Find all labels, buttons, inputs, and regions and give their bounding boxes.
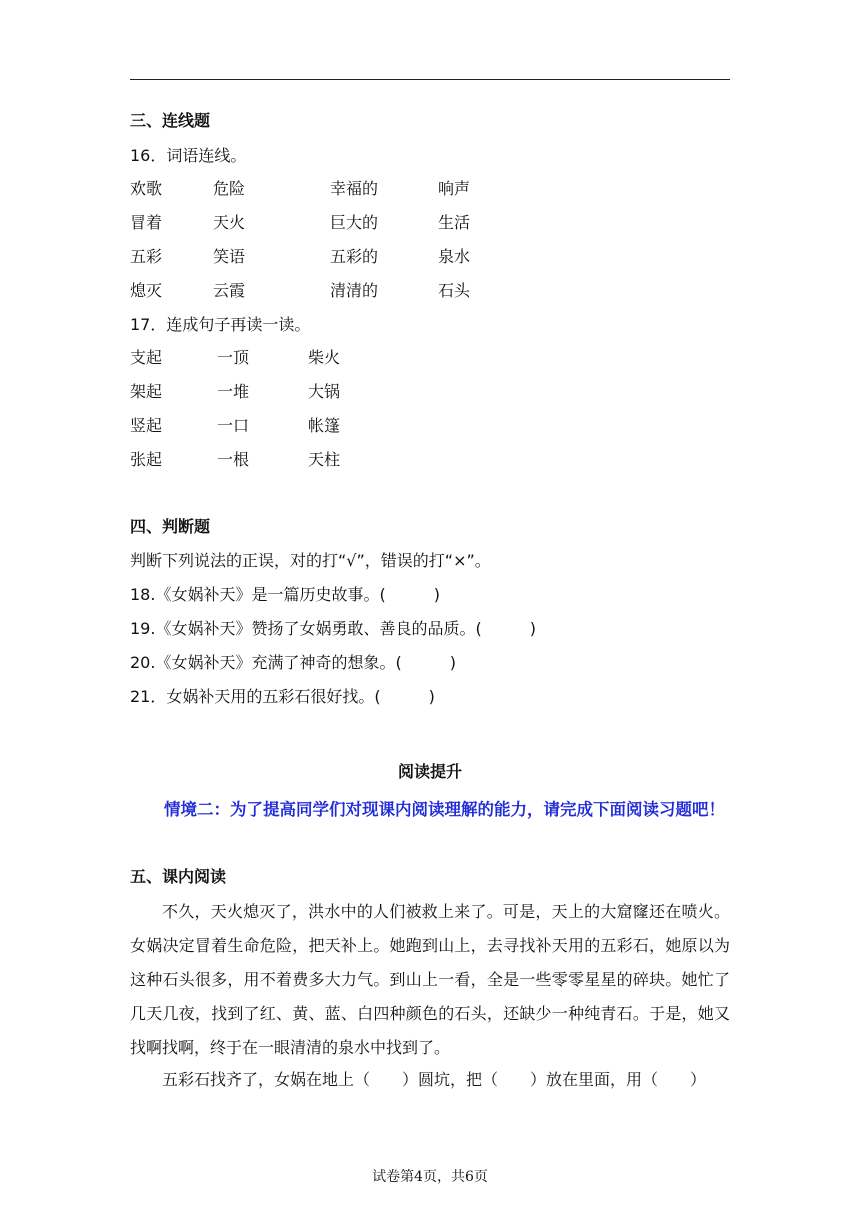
q17-cell: 柴火 bbox=[308, 348, 341, 367]
q16-cell: 五彩 bbox=[130, 247, 163, 266]
q16-cell: 冒着 bbox=[130, 213, 163, 232]
scenario-text: 情境二：为了提高同学们对现课内阅读理解的能力，请完成下面阅读习题吧！ bbox=[164, 800, 725, 819]
q16-cell: 响声 bbox=[438, 179, 471, 198]
judgement-item-20: 20.《女娲补天》充满了神奇的想象。( ) bbox=[130, 653, 456, 672]
q17-cell: 帐篷 bbox=[308, 416, 341, 435]
q16-cell: 巨大的 bbox=[330, 213, 379, 232]
q17-cell: 一堆 bbox=[217, 382, 250, 401]
q16-cell: 熄灭 bbox=[130, 281, 163, 300]
q16-cell: 清清的 bbox=[330, 281, 379, 300]
reading-paragraph-1: 不久，天火熄灭了，洪水中的人们被救上来了。可是，天上的大窟窿还在喷火。女娲决定冒着生命危险，把天补上。她跑到山上，去寻找补天用的五彩石，她原以为这种石头很多，用不着费多大力气。到山上一看，全是一些零零星星的碎块。她忙了几天几夜，找到了红、黄、蓝、白四种颜色的石头，还缺少一种纯青石。于是，她又找啊找啊，终于在一眼清清的泉水中找到了。 bbox=[130, 902, 730, 1057]
q17-cell: 竖起 bbox=[130, 416, 163, 435]
question-16-label: 16．词语连线。 bbox=[130, 146, 247, 165]
q16-cell: 天火 bbox=[213, 213, 246, 232]
header-rule bbox=[130, 79, 730, 80]
q16-cell: 幸福的 bbox=[330, 179, 379, 198]
judgement-item-21: 21．女娲补天用的五彩石很好找。( ) bbox=[130, 687, 435, 706]
q16-cell: 欢歌 bbox=[130, 179, 163, 198]
q16-cell: 石头 bbox=[438, 281, 471, 300]
q16-cell: 生活 bbox=[438, 213, 471, 232]
section-3-title: 三、连线题 bbox=[130, 111, 211, 130]
section-4-instruction: 判断下列说法的正误，对的打“√”，错误的打“×”。 bbox=[130, 551, 491, 570]
q17-cell: 天柱 bbox=[308, 450, 341, 469]
q17-cell: 一根 bbox=[217, 450, 250, 469]
q17-cell: 一顶 bbox=[217, 348, 250, 367]
q17-cell: 大锅 bbox=[308, 382, 341, 401]
page-footer: 试卷第4页，共6页 bbox=[372, 1169, 488, 1185]
q16-cell: 危险 bbox=[213, 179, 246, 198]
question-17-label: 17．连成句子再读一读。 bbox=[130, 315, 311, 334]
reading-heading: 阅读提升 bbox=[397, 762, 462, 781]
reading-paragraph-2: 五彩石找齐了，女娲在地上（ ）圆坑，把（ ）放在里面，用（ ） bbox=[162, 1070, 707, 1089]
section-5-title: 五、课内阅读 bbox=[130, 867, 227, 886]
q17-cell: 一口 bbox=[217, 416, 250, 435]
judgement-item-18: 18.《女娲补天》是一篇历史故事。( ) bbox=[130, 585, 440, 604]
q17-cell: 张起 bbox=[130, 450, 163, 469]
section-4-title: 四、判断题 bbox=[130, 517, 211, 536]
q17-cell: 支起 bbox=[130, 348, 163, 367]
q17-cell: 架起 bbox=[130, 382, 163, 401]
q16-cell: 云霞 bbox=[213, 281, 246, 300]
q16-cell: 笑语 bbox=[213, 247, 246, 266]
q16-cell: 五彩的 bbox=[330, 247, 379, 266]
judgement-item-19: 19.《女娲补天》赞扬了女娲勇敢、善良的品质。( ) bbox=[130, 619, 536, 638]
q16-cell: 泉水 bbox=[438, 247, 471, 266]
